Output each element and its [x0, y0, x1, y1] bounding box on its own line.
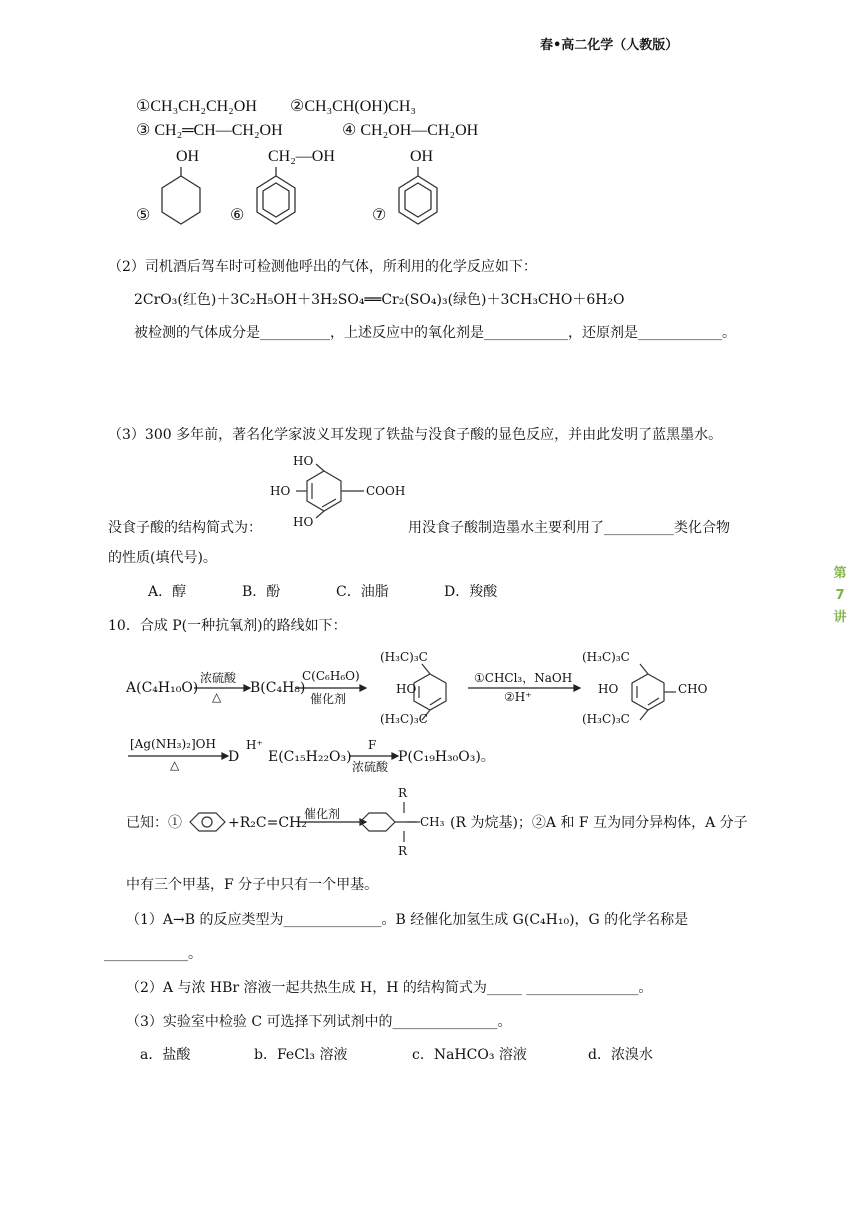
known-ch3: CH₃	[420, 815, 445, 829]
ho-2: HO	[598, 682, 619, 696]
compound-a: A(C₄H₁₀O)	[126, 680, 199, 696]
hplus: H⁺	[246, 738, 263, 752]
known-r-top: R	[398, 786, 408, 800]
gallic-ho-top: HO	[293, 454, 314, 468]
subq-3-option-a: a．盐酸	[140, 1047, 191, 1063]
tbu-top-2: (H₃C)₃C	[582, 650, 630, 664]
gallic-ho-mid: HO	[270, 484, 291, 498]
known-benzene-2	[360, 802, 420, 842]
chapter-tab-char: 讲	[833, 610, 847, 625]
gallic-acid-ring	[296, 464, 364, 518]
known-catalyst: 催化剂	[304, 807, 341, 821]
q3-label: 没食子酸的结构简式为：	[108, 520, 262, 536]
q3-option-a: A．醇	[148, 584, 187, 600]
cond-1-top: 浓硫酸	[200, 671, 237, 685]
q2-intro: （2）司机酒后驾车时可检测他呼出的气体，所利用的化学反应如下：	[108, 259, 537, 275]
alcohol-4: ④ CH₂OH—CH₂OH	[342, 122, 479, 139]
alcohol-6-number: ⑥	[230, 207, 245, 224]
alcohol-1: ①CH₃CH₂CH₂OH	[136, 98, 257, 115]
alcohol-6-ch2oh: CH₂—OH	[268, 148, 335, 165]
row2-cond-1-bottom: △	[170, 758, 180, 772]
known-suffix: (R 为烷基)；②A 和 F 互为同分异构体，A 分子	[450, 815, 748, 831]
q3-question: 用没食子酸制造墨水主要利用了__________类化合物	[408, 520, 730, 536]
alcohol-7-oh: OH	[410, 148, 434, 165]
compound-b: B(C₄H₈)	[250, 680, 306, 696]
synthesis-arrows	[128, 685, 580, 825]
known-r-bottom: R	[398, 844, 408, 858]
compound-e: E(C₁₅H₂₂O₃)	[268, 749, 352, 765]
known-line-2: 中有三个甲基，F 分子中只有一个甲基。	[126, 877, 379, 893]
q3-question-cont: 的性质(填代号)。	[108, 550, 217, 566]
q3-option-b: B．酚	[242, 584, 281, 600]
cond-2-bottom: 催化剂	[310, 692, 347, 706]
q2-blank-line: 被检测的气体成分是__________，上述反应中的氧化剂是____________，还原剂是____________。	[134, 325, 736, 341]
compound-p: P(C₁₉H₃₀O₃)。	[398, 749, 495, 765]
benzene-ring-phenol	[399, 167, 437, 224]
reagent-f: F	[368, 738, 377, 752]
benzene-ring-benzyl	[257, 167, 295, 224]
alcohol-3: ③ CH₂═CH—CH₂OH	[136, 122, 283, 139]
chapter-tab-char: 第	[833, 566, 847, 581]
cond-2-top: C(C₆H₆O)	[302, 669, 360, 683]
subq-1-cont: ____________。	[104, 946, 202, 962]
tbu-top-1: (H₃C)₃C	[380, 650, 428, 664]
known-benzene-1	[190, 813, 225, 831]
subq-1: （1）A→B 的反应类型为______________。B 经催化加氢生成 G(C₄H₁₀)，G 的化学名称是	[126, 912, 689, 928]
tbu-bottom-2: (H₃C)₃C	[582, 712, 630, 726]
known-prefix: 已知：①	[126, 815, 182, 831]
chapter-tab-number: 7	[835, 588, 845, 603]
q2-equation: 2CrO₃(红色)＋3C₂H₅OH＋3H₂SO₄══Cr₂(SO₄)₃(绿色)＋3CH₃CHO＋6H₂O	[134, 292, 625, 308]
cond-3-top: ①CHCl₃，NaOH	[474, 671, 573, 685]
q3-intro: （3）300 多年前，著名化学家波义耳发现了铁盐与没食子酸的显色反应，并由此发明了蓝黑墨水。	[108, 427, 723, 443]
alcohol-7-number: ⑦	[372, 207, 387, 224]
subq-2: （2）A 与浓 HBr 溶液一起共热生成 H，H 的结构简式为_____ ________________。	[126, 980, 653, 996]
q10-intro: 10．合成 P(一种抗氧剂)的路线如下：	[108, 618, 347, 634]
aldehyde-ring	[632, 664, 676, 720]
subq-3-option-d: d．浓溴水	[588, 1047, 653, 1063]
known-reagent: +R₂C=CH₂	[228, 815, 307, 831]
page-header: 春•高二化学（人教版）	[540, 38, 679, 53]
gallic-ho-bottom: HO	[293, 515, 314, 529]
ho-1: HO	[396, 682, 417, 696]
reagent-f-cond: 浓硫酸	[352, 760, 389, 774]
alcohol-5-number: ⑤	[136, 207, 151, 224]
tbu-bottom-1: (H₃C)₃C	[380, 712, 428, 726]
cond-1-bottom: △	[212, 690, 222, 704]
gallic-cooh: COOH	[366, 484, 406, 498]
alcohol-2: ②CH₃CH(OH)CH₃	[290, 98, 416, 115]
compound-d: D	[228, 749, 240, 765]
subq-3-option-c: c．NaHCO₃ 溶液	[412, 1047, 527, 1063]
row2-cond-1-top: [Ag(NH₃)₂]OH	[130, 737, 216, 751]
subq-3: （3）实验室中检验 C 可选择下列试剂中的_______________。	[126, 1014, 512, 1030]
q3-option-c: C．油脂	[336, 584, 389, 600]
cond-3-bottom: ②H⁺	[504, 690, 532, 704]
q3-option-d: D．羧酸	[444, 584, 498, 600]
cyclohexane-ring	[162, 167, 200, 224]
subq-3-option-b: b．FeCl₃ 溶液	[254, 1047, 348, 1063]
cho-group: CHO	[678, 682, 708, 696]
alcohol-5-oh: OH	[176, 148, 200, 165]
